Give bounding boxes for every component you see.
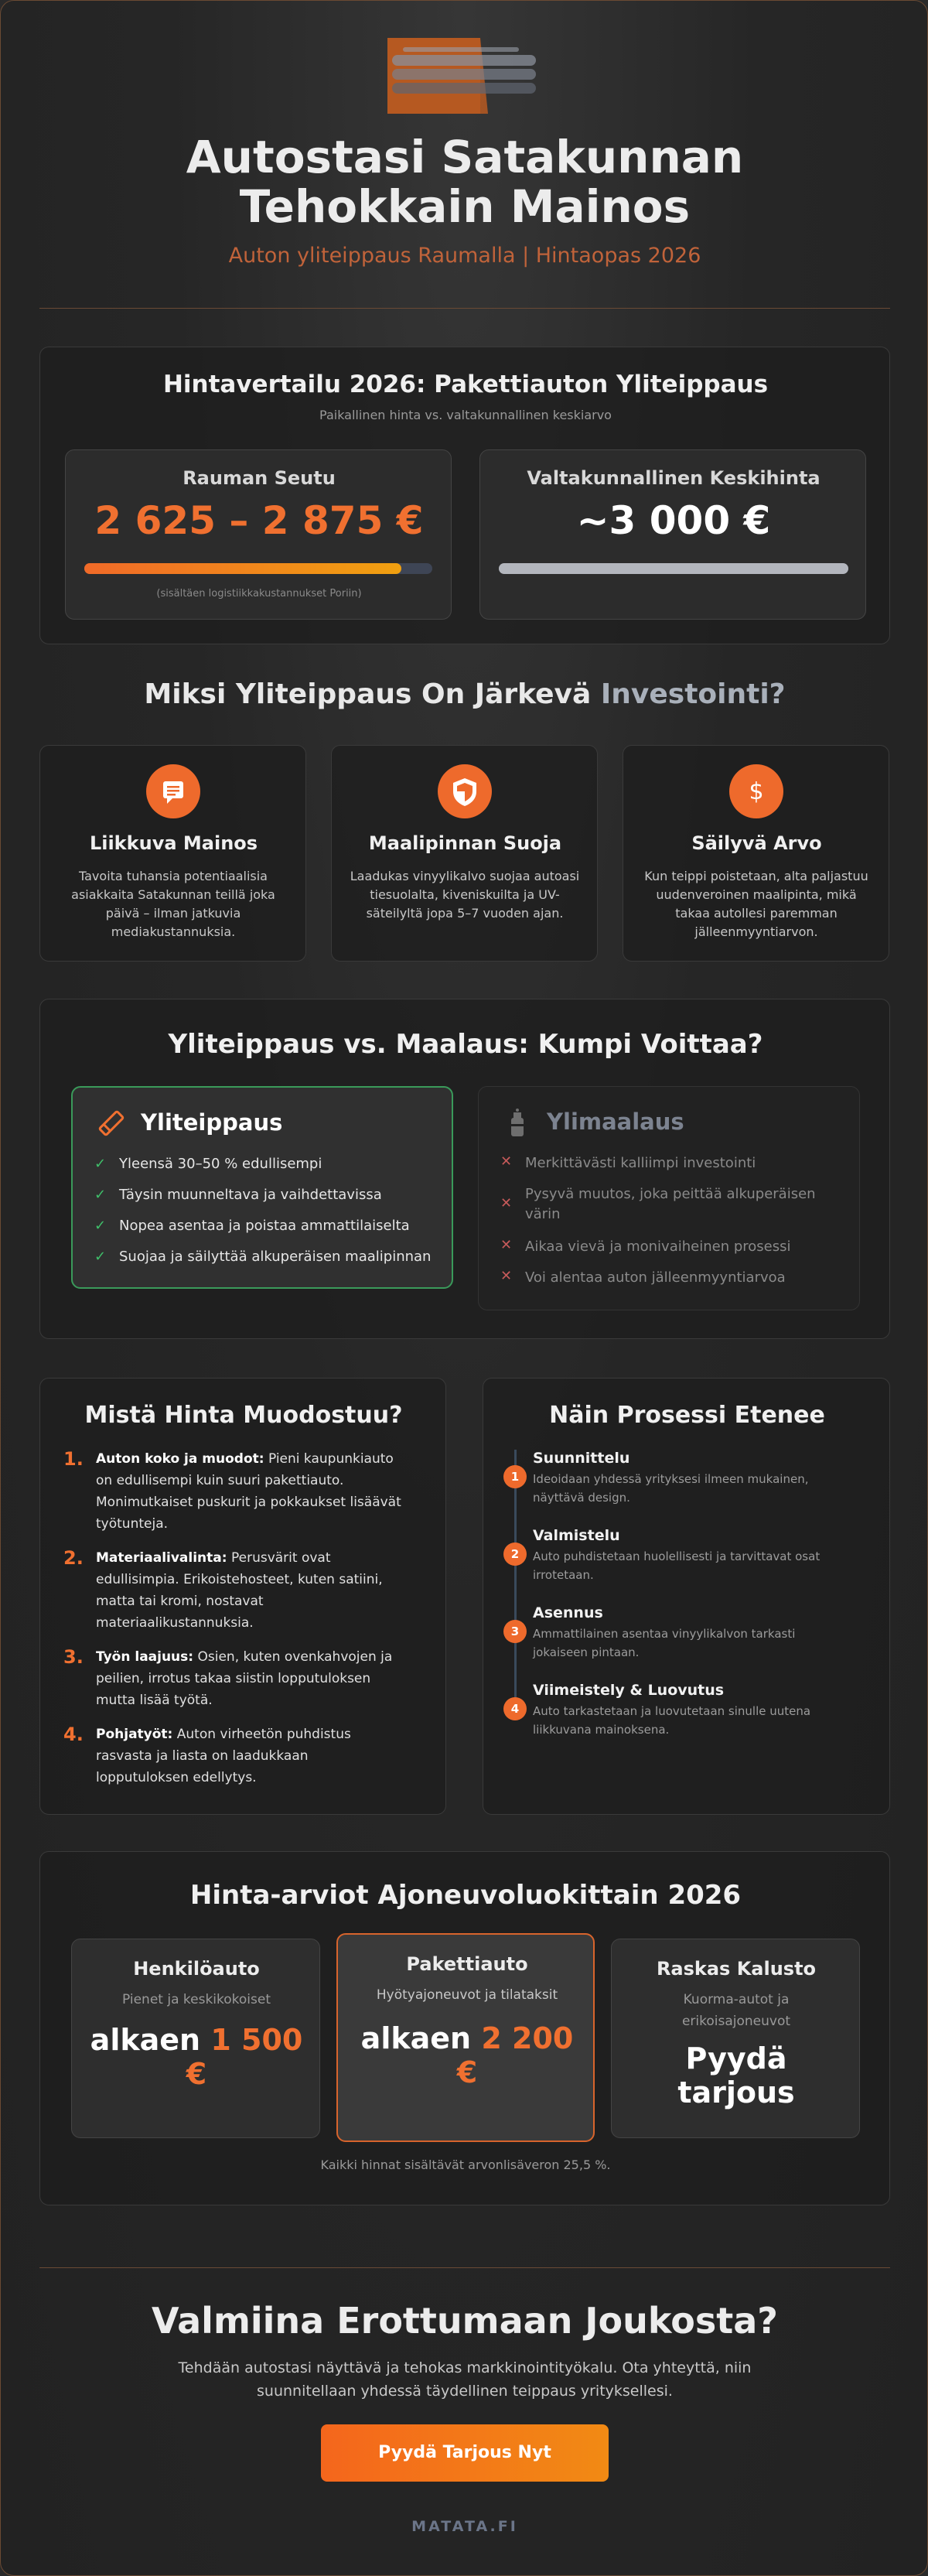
step-desc-line: irrotetaan. <box>533 1568 594 1582</box>
list-item-bold: Työn laajuus: <box>96 1649 194 1665</box>
national-price-label: Valtakunnallinen Keskihinta <box>527 467 821 489</box>
vehicle-sub <box>612 1989 861 2032</box>
vehicle-price <box>72 2023 321 2091</box>
wrap-item: Täysin muunneltava ja vaihdettavissa <box>119 1187 382 1203</box>
shield-icon <box>438 764 492 818</box>
price-amount: 1 500 <box>210 2023 303 2057</box>
wrap-column <box>71 1086 453 1289</box>
cross-icon: ✕ <box>500 1237 513 1253</box>
compare-section <box>39 999 890 1339</box>
list-item-line: matta tai kromi, nostavat <box>96 1594 264 1609</box>
svg-text:$: $ <box>749 778 764 805</box>
step-title: Viimeistely & Luovutus <box>533 1682 725 1699</box>
list-item-bold: Pohjatyöt: <box>96 1727 173 1742</box>
list-number: 3. <box>63 1646 84 1668</box>
local-price-card <box>65 449 452 620</box>
hero-subtitle: Auton yliteippaus Raumalla | Hintaopas 2026 <box>228 244 701 268</box>
vehicle-name: Henkilöauto <box>133 1958 260 1980</box>
wrap-title: Yliteippaus <box>141 1109 283 1136</box>
price-amount: 2 200 <box>481 2021 574 2055</box>
step-desc <box>533 1547 873 1584</box>
feature-card <box>39 745 306 962</box>
price-compare-section <box>39 347 890 644</box>
step-title: Asennus <box>533 1604 603 1621</box>
check-icon: ✓ <box>94 1156 107 1172</box>
price-prefix: alkaen <box>360 2021 472 2055</box>
local-price-value: 2 625 – 2 875 € <box>94 498 424 543</box>
feature-desc: Laadukas vinyylikalvo suojaa autoasi tiesuolalta, kiveniskuilta ja UV-säteilyltä jopa 5–7 vuoden ajan. <box>350 869 580 921</box>
cta-desc-line: Tehdään autostasi näyttävä ja tehokas markkinointityökalu. Ota yhteyttä, niin <box>178 2359 752 2376</box>
price-line: Pyydä <box>685 2041 787 2075</box>
list-item-line: Pieni kaupunkiauto <box>268 1451 394 1467</box>
list-number: 1. <box>63 1448 84 1470</box>
list-item <box>96 1547 436 1634</box>
paint-column <box>478 1086 860 1310</box>
national-price-bar <box>499 563 848 574</box>
hero-title-line2: Tehokkain Mainos <box>239 180 691 233</box>
price-currency: € <box>186 2057 207 2091</box>
list-item-line: materiaalikustannuksia. <box>96 1615 254 1631</box>
list-item <box>96 1448 436 1535</box>
feature-desc: Kun teippi poistetaan, alta paljastuu uudenveroinen maalipinta, mikä takaa autollesi paremman jälleenmyyntiarvon. <box>644 869 868 939</box>
vehicle-card <box>71 1939 320 2138</box>
local-price-footnote: (sisältäen logistiikkakustannukset Poriin) <box>156 588 362 600</box>
feature-title: Liikkuva Mainos <box>89 832 258 854</box>
why-title-main: Miksi Yliteippaus On Järkevä <box>144 678 592 710</box>
vehicle-prices-title: Hinta-arviot Ajoneuvoluokittain 2026 <box>189 1880 742 1911</box>
vehicle-price <box>338 2021 596 2089</box>
step-desc-line: Ideoidaan yhdessä yrityksesi ilmeen mukainen, <box>533 1472 809 1486</box>
paint-item: Pysyvä muutos, joka peittää alkuperäisen värin <box>525 1186 816 1222</box>
step-desc-line: jokaiseen pintaan. <box>533 1645 640 1659</box>
cross-icon: ✕ <box>500 1195 513 1211</box>
divider <box>39 2267 890 2268</box>
vehicle-sub-line: Kuorma-autot ja <box>683 1992 790 2007</box>
wrap-item: Yleensä 30–50 % edullisempi <box>119 1156 322 1172</box>
vehicle-prices-note: Kaikki hinnat sisältävät arvonlisäveron 25,5 %. <box>320 2157 611 2172</box>
step-desc-line: Auto puhdistetaan huolellisesti ja tarvittavat osat <box>533 1549 821 1563</box>
list-item-bold: Auton koko ja muodot: <box>96 1451 264 1467</box>
cross-icon: ✕ <box>500 1268 513 1284</box>
chat-icon <box>146 764 200 818</box>
footer-brand[interactable]: MATATA.FI <box>411 2518 518 2535</box>
pen-icon <box>96 1108 127 1139</box>
step-title: Valmistelu <box>533 1527 620 1544</box>
vehicle-card <box>611 1939 860 2138</box>
vehicle-sub: Pienet ja keskikokoiset <box>121 1992 271 2007</box>
process-section <box>483 1378 890 1815</box>
cta-desc-line: suunnitellaan yhdessä täydellinen teippaus yrityksellesi. <box>257 2383 673 2400</box>
feature-title: Säilyvä Arvo <box>691 832 822 854</box>
list-item-line: mutta lisää työtä. <box>96 1693 213 1708</box>
list-item-line: on edullisempi kuin suuri pakettiauto. <box>96 1473 344 1488</box>
divider <box>39 308 890 309</box>
list-item <box>96 1724 436 1789</box>
dollar-icon <box>729 764 783 818</box>
check-icon: ✓ <box>94 1187 107 1203</box>
paint-item: Aikaa vievä ja monivaiheinen prosessi <box>525 1238 791 1255</box>
cta-title: Valmiina Erottumaan Joukosta? <box>152 2300 778 2342</box>
vehicle-name: Raskas Kalusto <box>656 1958 817 1980</box>
hero-title <box>78 132 851 231</box>
step-desc-line: näyttävä design. <box>533 1491 630 1505</box>
step-desc <box>533 1702 873 1739</box>
list-item-line: Perusvärit ovat <box>230 1550 331 1566</box>
list-item-line: edullisimpia. Erikoistehosteet, kuten satiini, <box>96 1572 383 1587</box>
list-number: 4. <box>63 1724 84 1745</box>
list-item <box>96 1646 436 1711</box>
step-number: 2 <box>503 1543 527 1566</box>
list-number: 2. <box>63 1547 84 1569</box>
step-number: 1 <box>503 1465 527 1488</box>
process-title: Näin Prosessi Etenee <box>549 1402 825 1429</box>
local-price-label: Rauman Seutu <box>183 467 336 489</box>
national-price-bar-fill <box>499 563 848 574</box>
price-currency: € <box>456 2055 478 2089</box>
national-price-value: ~3 000 € <box>576 498 771 543</box>
feature-title: Maalipinnan Suoja <box>368 832 562 854</box>
brand-logo <box>387 38 542 115</box>
spray-can-icon <box>502 1107 533 1138</box>
vehicle-name: Pakettiauto <box>406 1953 528 1975</box>
vehicle-prices-section <box>39 1851 890 2205</box>
list-item-line: Auton virheetön puhdistus <box>176 1727 351 1742</box>
step-number: 3 <box>503 1620 527 1643</box>
timeline-line <box>514 1450 517 1717</box>
step-desc <box>533 1625 873 1662</box>
wrap-item: Nopea asentaa ja poistaa ammattilaiselta <box>119 1218 410 1234</box>
price-line: tarjous <box>677 2075 795 2110</box>
compare-title: Yliteippaus vs. Maalaus: Kumpi Voittaa? <box>168 1029 763 1060</box>
national-price-card <box>479 449 866 620</box>
cross-icon: ✕ <box>500 1153 513 1170</box>
check-icon: ✓ <box>94 1249 107 1265</box>
list-item-line: rasvasta ja liasta on laadukkaan <box>96 1748 309 1764</box>
list-item-line: Osien, kuten ovenkahvojen ja <box>197 1649 393 1665</box>
vehicle-sub: Hyötyajoneuvot ja tilataksit <box>376 1987 558 2003</box>
feature-card <box>331 745 598 962</box>
price-compare-title: Hintavertailu 2026: Pakettiauton Yliteippaus <box>162 371 769 398</box>
list-item-line: peilien, irrotus takaa siistin lopputuloksen <box>96 1671 371 1686</box>
pricing-factors-title: Mistä Hinta Muodostuu? <box>84 1402 403 1429</box>
paint-item: Merkittävästi kalliimpi investointi <box>525 1155 756 1171</box>
local-price-bar <box>84 563 432 574</box>
step-desc-line: Auto tarkastetaan ja luovutetaan sinulle uutena <box>533 1704 811 1718</box>
list-item-bold: Materiaalivalinta: <box>96 1550 227 1566</box>
step-number: 4 <box>503 1697 527 1720</box>
check-icon: ✓ <box>94 1218 107 1234</box>
local-price-bar-fill <box>84 563 401 574</box>
list-item-line: lopputuloksen edellytys. <box>96 1770 257 1785</box>
step-desc-line: liikkuvana mainoksena. <box>533 1723 670 1737</box>
step-desc-line: Ammattilainen asentaa vinyylikalvon tarkasti <box>533 1627 796 1641</box>
why-title-accent: Investointi? <box>600 678 786 710</box>
list-item-line: työtunteja. <box>96 1516 169 1532</box>
vehicle-sub-line: erikoisajoneuvot <box>681 2014 791 2029</box>
step-desc <box>533 1470 873 1507</box>
feature-desc: Tavoita tuhansia potentiaalisia asiakkaita Satakunnan teillä joka päivä – ilman jatkuvia mediakustannuksia. <box>71 869 275 939</box>
price-compare-note: Paikallinen hinta vs. valtakunnallinen keskiarvo <box>319 408 612 422</box>
list-item-line: Monimutkaiset puskurit ja pokkaukset lisäävät <box>96 1495 401 1510</box>
vehicle-price <box>612 2041 861 2110</box>
vehicle-card-featured <box>336 1933 595 2142</box>
pricing-factors-section <box>39 1378 446 1815</box>
why-title <box>1 678 928 710</box>
hero-title-line1: Autostasi Satakunnan <box>186 131 744 183</box>
request-quote-button[interactable]: Pyydä Tarjous Nyt <box>321 2424 609 2482</box>
cta-desc <box>78 2356 851 2403</box>
paint-title: Ylimaalaus <box>547 1109 684 1135</box>
step-title: Suunnittelu <box>533 1450 630 1467</box>
paint-item: Voi alentaa auton jälleenmyyntiarvoa <box>525 1269 786 1286</box>
wrap-item: Suojaa ja säilyttää alkuperäisen maalipinnan <box>119 1249 432 1265</box>
price-prefix: alkaen <box>90 2023 201 2057</box>
feature-card <box>623 745 889 962</box>
